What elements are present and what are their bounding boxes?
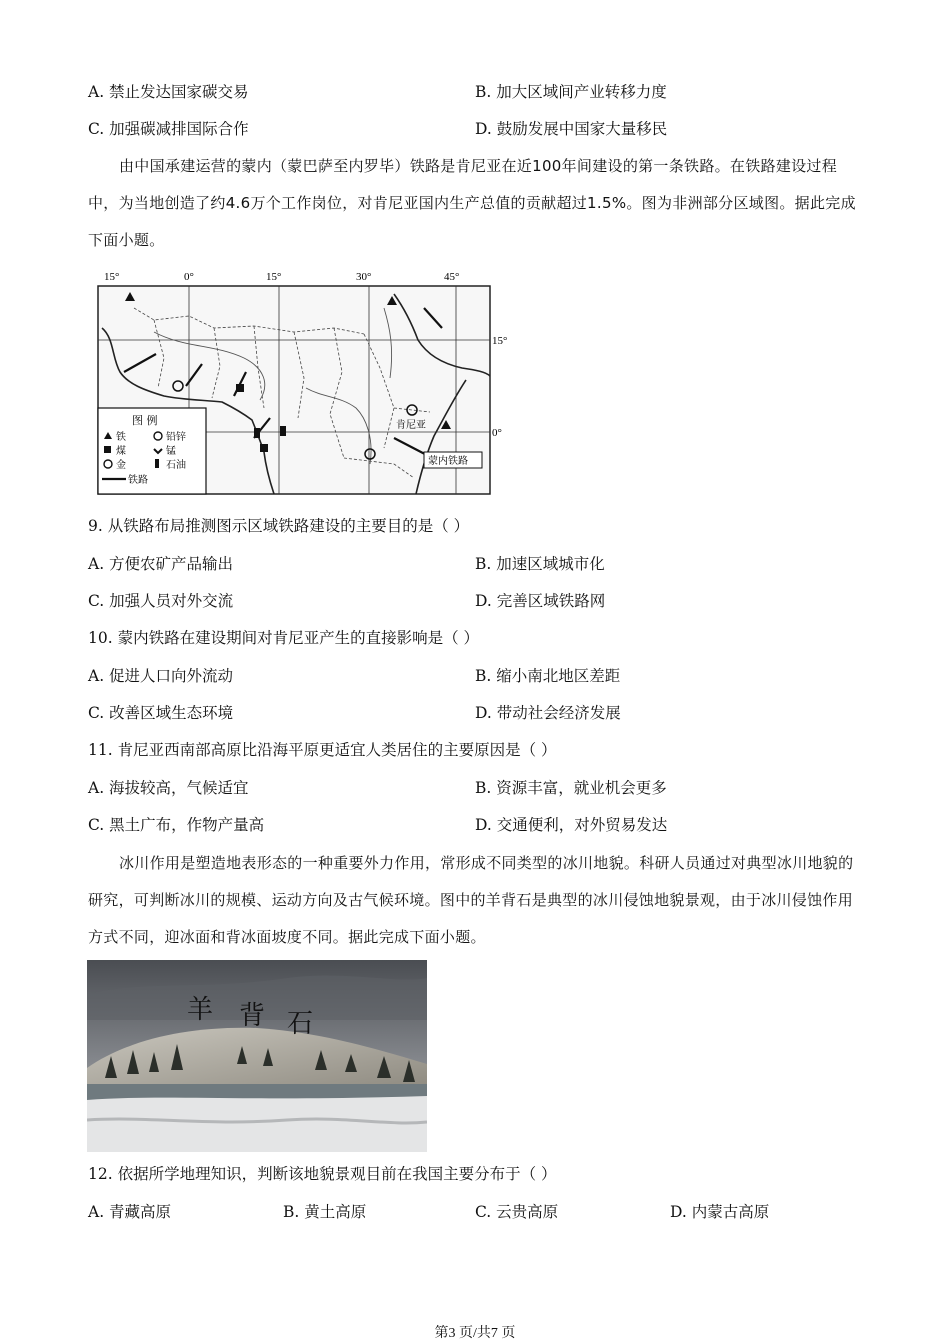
q10-stem: 10. 蒙内铁路在建设期间对肯尼亚产生的直接影响是（ ） xyxy=(88,629,480,647)
q10-options-row1 xyxy=(88,664,868,688)
q10-option-c[interactable]: C. 改善区域生态环境 xyxy=(88,704,234,722)
q12-option-b[interactable]: B. 黄土高原 xyxy=(283,1203,367,1221)
q11-options-row2 xyxy=(88,813,868,837)
label-char-1: 羊 xyxy=(187,995,214,1025)
lon-label-15e: 15° xyxy=(266,271,282,283)
q11-stem: 11. 肯尼亚西南部高原比沿海平原更适宜人类居住的主要原因是（ ） xyxy=(88,741,557,759)
legend-coal: 煤 xyxy=(116,446,126,457)
q9-options-row1 xyxy=(88,552,868,576)
q10-option-b[interactable]: B. 缩小南北地区差距 xyxy=(475,667,621,685)
q12-options-row xyxy=(88,1200,868,1224)
q8-option-d[interactable]: D. 鼓励发展中国家大量移民 xyxy=(475,120,668,138)
q9-option-d[interactable]: D. 完善区域铁路网 xyxy=(475,592,606,610)
roche-moutonnee-photo xyxy=(87,960,427,1152)
q9-stem: 9. 从铁路布局推测图示区域铁路建设的主要目的是（ ） xyxy=(88,517,470,535)
q12-option-a[interactable]: A. 青藏高原 xyxy=(88,1203,172,1221)
lat-label-0: 0° xyxy=(492,427,502,439)
legend-gold: 金 xyxy=(116,460,126,471)
label-char-2: 背 xyxy=(239,1001,266,1031)
passage-mombasa-nairobi-railway: 由中国承建运营的蒙内（蒙巴萨至内罗毕）铁路是肯尼亚在近100年间建设的第一条铁路。在铁路建设过程中，为当地创造了约4.6万个工作岗位，对肯尼亚国内生产总值的贡献超过1.5%。图为非洲部分区域图。据此完成下面小题。 xyxy=(88,157,856,249)
q8-option-b[interactable]: B. 加大区域间产业转移力度 xyxy=(475,83,667,101)
q11-option-a[interactable]: A. 海拔较高，气候适宜 xyxy=(88,779,249,797)
q8-option-a[interactable]: A. 禁止发达国家碳交易 xyxy=(88,83,249,101)
lon-label-0: 0° xyxy=(184,271,194,283)
roche-moutonnee-image xyxy=(87,960,427,1152)
mombasa-nairobi-railway-label: 蒙内铁路 xyxy=(428,456,468,467)
q12-option-d[interactable]: D. 内蒙古高原 xyxy=(670,1203,770,1221)
legend-oil: 石油 xyxy=(166,460,186,471)
q10-option-a[interactable]: A. 促进人口向外流动 xyxy=(88,667,234,685)
q11-options-row1 xyxy=(88,776,868,800)
q10-options-row2 xyxy=(88,701,868,725)
q8-options-row2 xyxy=(88,117,868,141)
q11-option-c[interactable]: C. 黑土广布，作物产量高 xyxy=(88,816,265,834)
q8-option-c[interactable]: C. 加强碳减排国际合作 xyxy=(88,120,249,138)
legend-title: 图 例 xyxy=(132,414,158,427)
africa-map-svg xyxy=(94,268,514,498)
kenya-label: 肯尼亚 xyxy=(396,420,426,431)
legend-railway: 铁路 xyxy=(128,475,148,486)
label-char-3: 石 xyxy=(287,1009,314,1039)
q9-options-row2 xyxy=(88,589,868,613)
snow-foreground xyxy=(87,1096,427,1152)
oil-icon xyxy=(155,459,159,468)
lon-label-15w: 15° xyxy=(104,271,120,283)
legend-lead-zinc: 铅锌 xyxy=(166,432,186,443)
q8-options-row1 xyxy=(88,80,868,104)
q11-option-b[interactable]: B. 资源丰富，就业机会更多 xyxy=(475,779,667,797)
q9-option-a[interactable]: A. 方便农矿产品输出 xyxy=(88,555,234,573)
coal-icon xyxy=(104,446,111,453)
q12-option-c[interactable]: C. 云贵高原 xyxy=(475,1203,559,1221)
lat-label-15n: 15° xyxy=(492,335,508,347)
q9-option-c[interactable]: C. 加强人员对外交流 xyxy=(88,592,234,610)
legend-iron: 铁 xyxy=(116,432,126,443)
lon-label-45e: 45° xyxy=(444,271,460,283)
lon-label-30e: 30° xyxy=(356,271,372,283)
q9-option-b[interactable]: B. 加速区域城市化 xyxy=(475,555,605,573)
legend-manganese: 锰 xyxy=(166,446,176,457)
q10-option-d[interactable]: D. 带动社会经济发展 xyxy=(475,704,621,722)
q11-option-d[interactable]: D. 交通便利，对外贸易发达 xyxy=(475,816,668,834)
passage-glacier-landform: 冰川作用是塑造地表形态的一种重要外力作用，常形成不同类型的冰川地貌。科研人员通过对典型冰川地貌的研究，可判断冰川的规模、运动方向及古气候环境。图中的羊背石是典型的冰川侵蚀地貌景观，由于冰川侵蚀作用方式不同，迎冰面和背冰面坡度不同。据此完成下面小题。 xyxy=(88,854,854,946)
page-number-footer: 第3 页/共7 页 xyxy=(434,1326,516,1341)
q12-stem: 12. 依据所学地理知识，判断该地貌景观目前在我国主要分布于（ ） xyxy=(88,1165,557,1183)
africa-region-map xyxy=(94,268,514,498)
